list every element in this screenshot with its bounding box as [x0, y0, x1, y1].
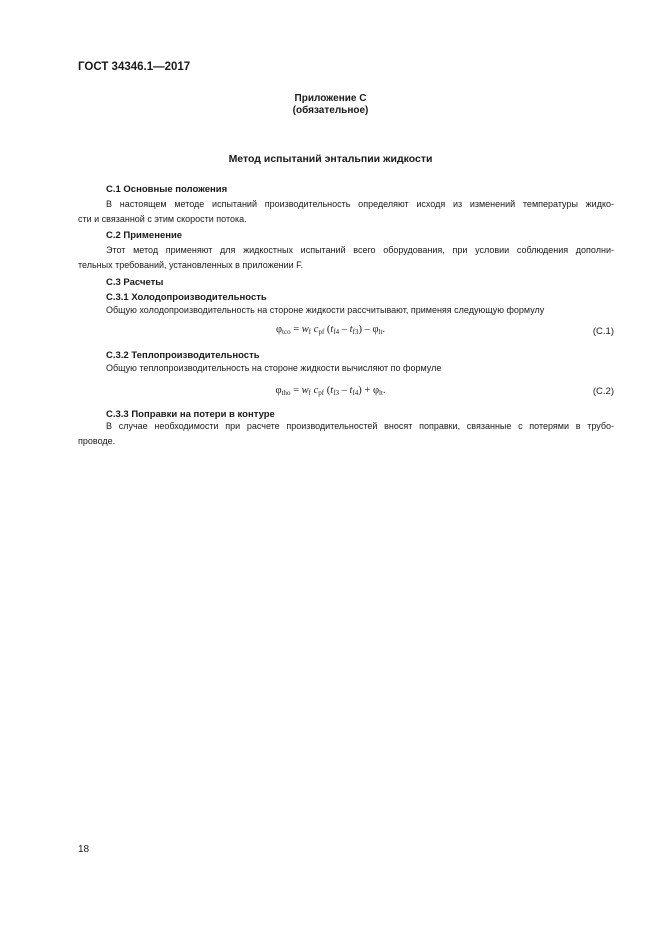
heading-c32: С.3.2 Теплопроизводительность: [106, 350, 260, 361]
formula-subscript: f3: [352, 328, 359, 336]
formula-subscript: tco: [282, 328, 291, 336]
paragraph-c32: [78, 361, 614, 376]
formula-subscript: f3: [333, 389, 340, 397]
formula-symbol: w: [301, 324, 309, 335]
formula-operator: (: [324, 324, 331, 335]
heading-c33: С.3.3 Поправки на потери в контуре: [106, 409, 275, 420]
annex-title: Приложение С: [294, 93, 367, 104]
heading-c2: С.2 Применение: [106, 230, 183, 241]
formula-operator: =: [290, 324, 302, 335]
formula-operator: –: [339, 324, 350, 335]
formula-symbol: φ: [372, 385, 380, 396]
formula-subscript: tho: [281, 389, 291, 397]
paragraph-line: Общую холодопроизводительность на стороне жидкости рассчитывают, применяя следующую формулу: [106, 305, 545, 315]
formula-number-c1: (C.1): [592, 326, 614, 337]
formula-operator: ) –: [358, 324, 373, 335]
formula-operator: .: [382, 385, 386, 396]
formula-symbol: t: [330, 385, 334, 396]
formula-subscript: pf: [318, 328, 325, 336]
formula-number-c2: (C.2): [592, 386, 614, 397]
formula-subscript: lt: [378, 328, 383, 336]
formula-subscript: f: [308, 328, 312, 336]
formula-symbol: t: [349, 324, 353, 335]
formula-subscript: lt: [379, 389, 383, 397]
formula-symbol: φ: [275, 324, 283, 335]
formula-symbol: c: [313, 324, 319, 335]
paragraph-line: Этот метод применяют для жидкостных испытаний всего оборудования, при условии соблюдения дополни-: [106, 245, 614, 255]
formula-operator: (: [324, 385, 331, 396]
formula-subscript: f4: [333, 328, 340, 336]
paragraph-line: В настоящем методе испытаний производительность определяют исходя из изменений температуры жидко-: [106, 199, 614, 209]
paragraph-c2: [78, 243, 614, 273]
paragraph-line: сти и связанной с этим скорости потока.: [78, 214, 247, 224]
paragraph-c1: [78, 197, 614, 227]
page-number: 18: [78, 844, 90, 855]
annex-status: (обязательное): [292, 105, 369, 116]
paragraph-c31: [78, 303, 614, 318]
heading-c31: С.3.1 Холодопроизводительность: [106, 292, 267, 303]
formula-operator: ) +: [358, 385, 373, 396]
paragraph-line: В случае необходимости при расчете производительностей вносят поправки, связанные с потерями в трубо-: [106, 421, 614, 431]
formula-subscript: pf: [318, 389, 325, 397]
paragraph-c33: [78, 419, 614, 449]
paragraph-line: проводе.: [78, 436, 116, 446]
paragraph-line: Общую теплопроизводительность на стороне жидкости вычисляют по формуле: [106, 363, 442, 373]
heading-c3: С.3 Расчеты: [106, 277, 164, 288]
formula-symbol: w: [301, 385, 309, 396]
formula-c2: [0, 385, 661, 397]
formula-symbol: t: [330, 324, 334, 335]
formula-symbol: φ: [275, 385, 282, 396]
formula-symbol: t: [349, 385, 353, 396]
section-title: Метод испытаний энтальпии жидкости: [228, 153, 433, 165]
formula-operator: .: [382, 324, 386, 335]
formula-symbol: c: [313, 385, 319, 396]
formula-operator: –: [339, 385, 350, 396]
standard-designation: ГОСТ 34346.1—2017: [78, 61, 191, 73]
heading-c1: С.1 Основные положения: [106, 184, 228, 195]
formula-symbol: φ: [372, 324, 379, 335]
formula-subscript: f: [308, 389, 311, 397]
formula-operator: =: [290, 385, 302, 396]
formula-c1: [0, 324, 661, 336]
formula-subscript: f4: [352, 389, 359, 397]
paragraph-line: тельных требований, установленных в приложении F.: [78, 260, 304, 270]
